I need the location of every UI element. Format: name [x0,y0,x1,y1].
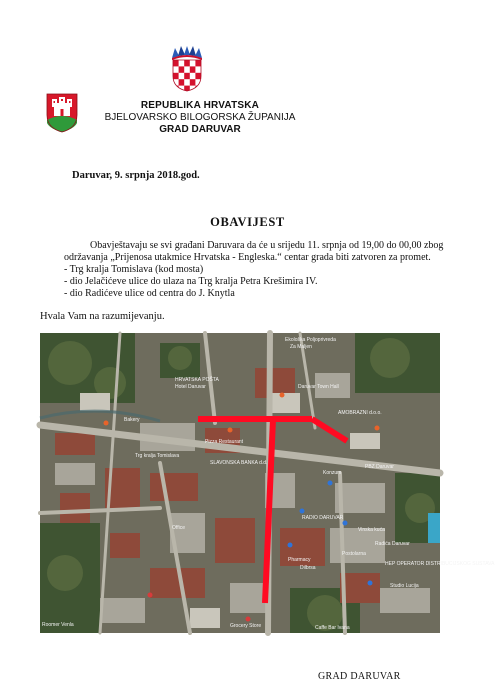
map-label: Studio Lucija [390,583,419,589]
map-label: SLAVONSKA BANKA d.d. [210,460,268,466]
map-label: Grocery Store [230,623,262,629]
map-label: Pizza Restaurant [205,439,244,445]
map-label: Pharmacy [288,557,311,563]
map-label: PBZ Daruvar [365,464,394,470]
closed-street-item: - dio Radićeve ulice od centra do J. Knytla [64,288,235,299]
croatian-coat-of-arms [170,46,204,92]
closed-street-item: - Trg kralja Tomislava (kod mosta) [64,264,204,275]
closed-street-item: - dio Jelačićeve ulice do ulaza na Trg kralja Petra Krešimira IV. [64,276,318,287]
map-label: Caffe Bar Ivana [315,625,350,631]
map-label: Postolarna [342,551,366,557]
map-label: AMOBRAZNI d.o.o. [338,410,382,416]
notice-paragraph-line-2: održavanja „Prijenosa utakmice Hrvatska - Engleska.“ centar grada biti zatvoren za promet. [64,252,431,263]
closing-line: Hvala Vam na razumijevanju. [40,311,165,322]
map-label: Za Maljen [290,344,312,350]
map-label: Konzum [323,470,342,476]
satellite-map [40,333,495,633]
map-label: Radića Daruvar [375,541,410,547]
map-label: Vinska kuća [358,527,385,533]
map-label: Trg kralja Tomislava [135,453,180,459]
notice-paragraph-line-1: Obavještavaju se svi građani Daruvara da će u srijedu 11. srpnja od 19,00 do 00,00 zbog [90,240,444,251]
map-label: Daruvar Town Hall [298,384,339,390]
map-label: Office [172,525,185,531]
map-label: HRVATSKA POŠTA [175,377,219,383]
document-date: Daruvar, 9. srpnja 2018.god. [72,170,200,181]
map-label: Dilbrsa [300,565,316,571]
map-label: RADIO DARUVAR [302,515,344,521]
header-city: GRAD DARUVAR [159,124,241,135]
map-label: HEP OPERATOR DISTRIBUCIJSKOG SUSTAVA [385,561,495,567]
notice-title: OBAVIJEST [210,215,285,229]
header-country: REPUBLIKA HRVATSKA [140,100,260,111]
header-county: BJELOVARSKO BILOGORSKA ŽUPANIJA [104,112,296,123]
signature-block: GRAD DARUVAR [318,671,401,682]
map-label: Hotel Daruvar [175,384,206,390]
map-label: Roomer Venla [42,622,74,628]
map-label: Bakery [124,417,140,423]
map-label: Ekološka Poljoprivreda [285,337,336,343]
